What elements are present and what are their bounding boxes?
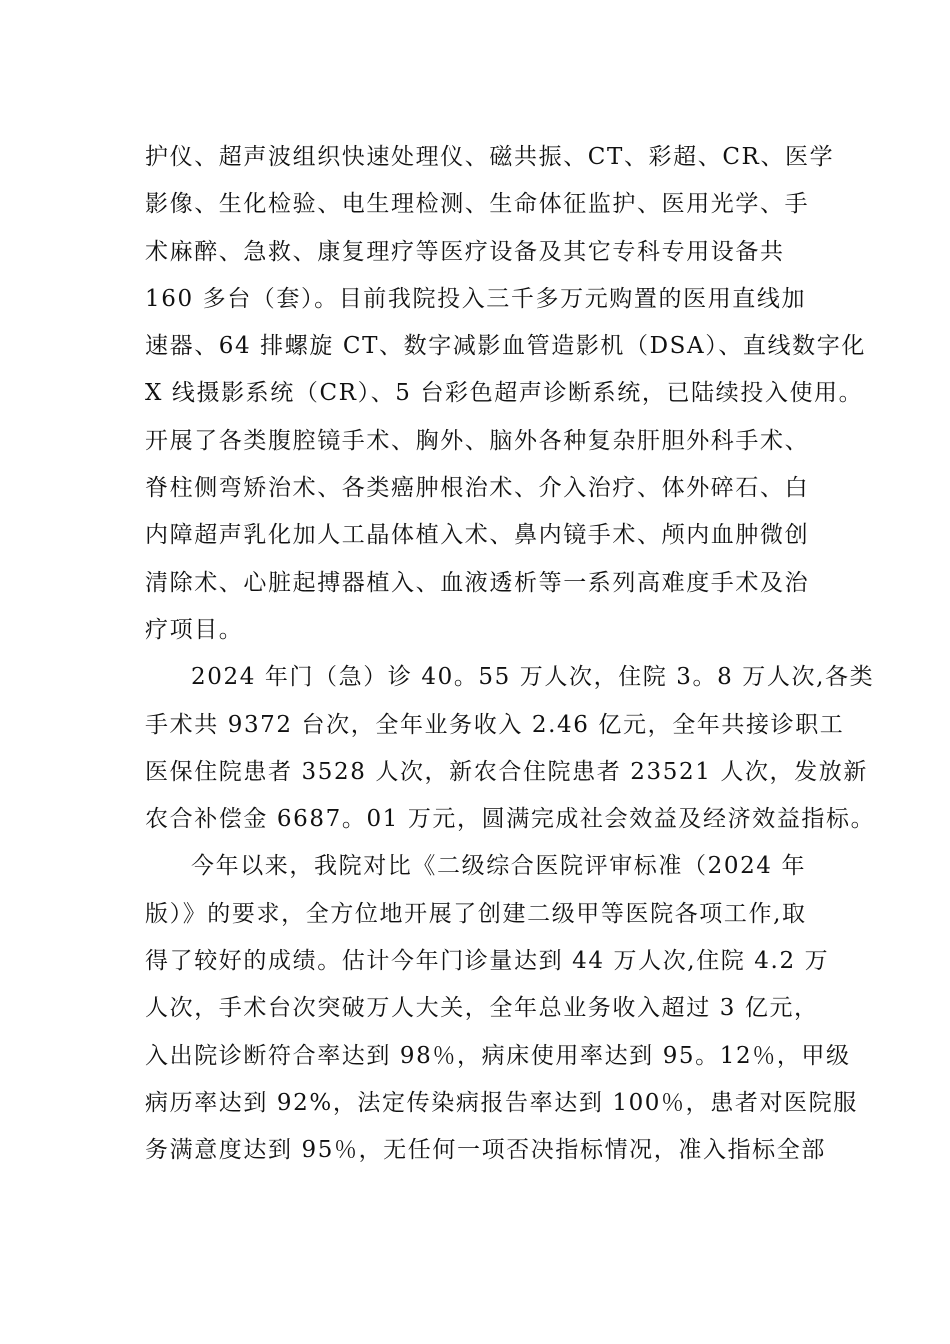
text-line: 务满意度达到 95％，无任何一项否决指标情况，准入指标全部 [145,1137,826,1164]
text-line: 医保住院患者 3528 人次，新农合住院患者 23521 人次，发放新 [145,758,868,785]
body-text [145,134,876,1175]
text-line: 术麻醉、急救、康复理疗等医疗设备及其它专科专用设备共 [145,238,785,265]
text-line: 清除术、心脏起搏器植入、血液透析等一系列高难度手术及治 [145,569,810,596]
text-line: 农合补偿金 6687。01 万元，圆满完成社会效益及经济效益指标。 [145,806,876,833]
paragraph-start-line: 今年以来，我院对比《二级综合医院评审标准（2024 年 [191,853,807,880]
text-line: 速器、64 排螺旋 CT、数字减影血管造影机（DSA）、直线数字化 [145,333,866,360]
text-line: 得了较好的成绩。估计今年门诊量达到 44 万人次,住院 4.2 万 [145,948,830,975]
text-line: 开展了各类腹腔镜手术、胸外、脑外各种复杂肝胆外科手术、 [145,427,810,454]
text-line: 入出院诊断符合率达到 98％，病床使用率达到 95。12％，甲级 [145,1042,851,1069]
text-line: 160 多台（套）。目前我院投入三千多万元购置的医用直线加 [145,285,807,312]
paragraph-start-line: 2024 年门（急）诊 40。55 万人次，住院 3。8 万人次,各类 [191,664,875,691]
text-line: 手术共 9372 台次，全年业务收入 2.46 亿元，全年共接诊职工 [145,711,845,738]
text-line: 人次，手术台次突破万人大关，全年总业务收入超过 3 亿元， [145,995,819,1022]
text-line: 疗项目。 [145,616,244,643]
text-line: 内障超声乳化加人工晶体植入术、鼻内镜手术、颅内血肿微创 [145,522,810,549]
text-line: 病历率达到 92%，法定传染病报告率达到 100％，患者对医院服 [145,1089,858,1116]
text-line: 版）》的要求，全方位地开展了创建二级甲等医院各项工作,取 [145,900,807,927]
text-line: 影像、生化检验、电生理检测、生命体征监护、医用光学、手 [145,191,810,218]
text-line: 脊柱侧弯矫治术、各类癌肿根治术、介入治疗、体外碎石、白 [145,475,810,502]
text-line: 护仪、超声波组织快速处理仪、磁共振、CT、彩超、CR、医学 [145,144,835,170]
text-line: X 线摄影系统（CR）、5 台彩色超声诊断系统，已陆续投入使用。 [145,380,864,407]
